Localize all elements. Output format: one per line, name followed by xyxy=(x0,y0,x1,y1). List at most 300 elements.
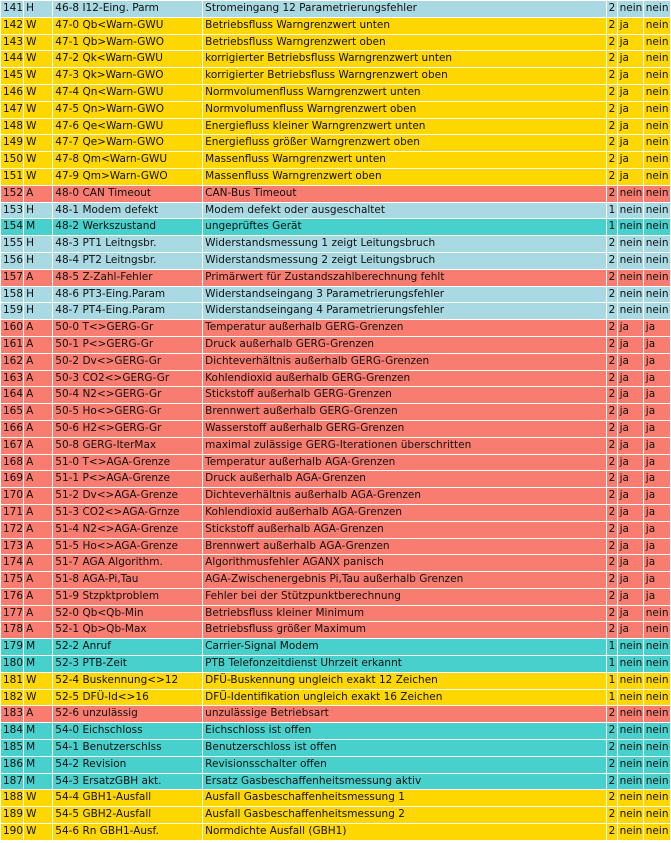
flag-a-cell: ja xyxy=(618,371,643,387)
message-description-cell: Carrier-Signal Modem xyxy=(203,639,605,655)
message-type-cell: H xyxy=(24,253,52,269)
table-row xyxy=(1,152,670,168)
priority-cell: 2 xyxy=(607,354,617,370)
message-description-cell: Eichschloss ist offen xyxy=(203,723,605,739)
table-row xyxy=(1,673,670,689)
message-description-cell: Druck außerhalb AGA-Grenzen xyxy=(203,471,605,487)
priority-cell: 2 xyxy=(607,253,617,269)
table-row xyxy=(1,471,670,487)
flag-b-cell: ja xyxy=(644,421,670,437)
flag-b-cell: ja xyxy=(644,505,670,521)
message-type-cell: A xyxy=(24,522,52,538)
message-code-cell: 50-2 Dv<>GERG-Gr xyxy=(53,354,202,370)
priority-cell: 2 xyxy=(607,589,617,605)
message-description-cell: Kohlendioxid außerhalb AGA-Grenzen xyxy=(203,505,605,521)
message-type-cell: A xyxy=(24,421,52,437)
row-number-cell: 148 xyxy=(1,119,23,135)
row-number-cell: 176 xyxy=(1,589,23,605)
row-number-cell: 170 xyxy=(1,488,23,504)
row-number-cell: 141 xyxy=(1,1,23,17)
message-code-cell: 48-4 PT2 Leitngsbr. xyxy=(53,253,202,269)
message-description-cell: Stromeingang 12 Parametrierungsfehler xyxy=(203,1,605,17)
flag-a-cell: nein xyxy=(618,253,643,269)
flag-b-cell: ja xyxy=(644,471,670,487)
row-number-cell: 174 xyxy=(1,555,23,571)
message-description-cell: Ausfall Gasbeschaffenheitsmessung 2 xyxy=(203,807,605,823)
flag-a-cell: nein xyxy=(618,706,643,722)
flag-a-cell: ja xyxy=(618,119,643,135)
flag-a-cell: nein xyxy=(618,790,643,806)
message-code-cell: 48-5 Z-Zahl-Fehler xyxy=(53,270,202,286)
table-row xyxy=(1,606,670,622)
table-row xyxy=(1,555,670,571)
message-type-cell: W xyxy=(24,790,52,806)
priority-cell: 2 xyxy=(607,51,617,67)
message-description-cell: Temperatur außerhalb GERG-Grenzen xyxy=(203,320,605,336)
table-row xyxy=(1,85,670,101)
message-type-cell: W xyxy=(24,169,52,185)
priority-cell: 1 xyxy=(607,639,617,655)
flag-b-cell: nein xyxy=(644,673,670,689)
table-row xyxy=(1,51,670,67)
message-type-cell: A xyxy=(24,404,52,420)
table-row xyxy=(1,219,670,235)
flag-b-cell: nein xyxy=(644,152,670,168)
priority-cell: 1 xyxy=(607,219,617,235)
message-description-cell: DFÜ-Identifikation ungleich exakt 16 Zeichen xyxy=(203,690,605,706)
message-code-cell: 47-2 Qk<Warn-GWU xyxy=(53,51,202,67)
flag-b-cell: nein xyxy=(644,774,670,790)
row-number-cell: 160 xyxy=(1,320,23,336)
message-description-cell: Energiefluss kleiner Warngrenzwert unten xyxy=(203,119,605,135)
flag-b-cell: ja xyxy=(644,572,670,588)
priority-cell: 2 xyxy=(607,471,617,487)
row-number-cell: 143 xyxy=(1,35,23,51)
message-type-cell: W xyxy=(24,824,52,840)
row-number-cell: 162 xyxy=(1,354,23,370)
message-code-cell: 48-0 CAN Timeout xyxy=(53,186,202,202)
message-code-cell: 51-0 T<>AGA-Grenze xyxy=(53,455,202,471)
priority-cell: 2 xyxy=(607,85,617,101)
flag-a-cell: ja xyxy=(618,51,643,67)
table-row xyxy=(1,404,670,420)
row-number-cell: 157 xyxy=(1,270,23,286)
flag-a-cell: nein xyxy=(618,303,643,319)
message-description-cell: AGA-Zwischenergebnis Pi,Tau außerhalb Grenzen xyxy=(203,572,605,588)
row-number-cell: 168 xyxy=(1,455,23,471)
message-code-cell: 50-5 Ho<>GERG-Gr xyxy=(53,404,202,420)
message-code-cell: 51-3 CO2<>AGA-Grnze xyxy=(53,505,202,521)
message-description-cell: Energiefluss größer Warngrenzwert oben xyxy=(203,135,605,151)
table-row xyxy=(1,1,670,17)
flag-a-cell: ja xyxy=(618,455,643,471)
row-number-cell: 158 xyxy=(1,287,23,303)
message-type-cell: H xyxy=(24,236,52,252)
message-description-cell: korrigierter Betriebsfluss Warngrenzwert unten xyxy=(203,51,605,67)
priority-cell: 2 xyxy=(607,824,617,840)
priority-cell: 2 xyxy=(607,102,617,118)
flag-b-cell: ja xyxy=(644,589,670,605)
message-type-cell: A xyxy=(24,438,52,454)
message-code-cell: 54-4 GBH1-Ausfall xyxy=(53,790,202,806)
priority-cell: 2 xyxy=(607,421,617,437)
message-code-cell: 54-2 Revision xyxy=(53,757,202,773)
flag-a-cell: nein xyxy=(618,287,643,303)
message-description-cell: Kohlendioxid außerhalb GERG-Grenzen xyxy=(203,371,605,387)
flag-b-cell: ja xyxy=(644,522,670,538)
message-type-cell: H xyxy=(24,303,52,319)
flag-b-cell: nein xyxy=(644,790,670,806)
row-number-cell: 150 xyxy=(1,152,23,168)
flag-b-cell: nein xyxy=(644,51,670,67)
row-number-cell: 175 xyxy=(1,572,23,588)
row-number-cell: 156 xyxy=(1,253,23,269)
priority-cell: 2 xyxy=(607,320,617,336)
flag-b-cell: ja xyxy=(644,488,670,504)
flag-b-cell: ja xyxy=(644,320,670,336)
flag-a-cell: nein xyxy=(618,757,643,773)
message-code-cell: 51-5 Ho<>AGA-Grenze xyxy=(53,539,202,555)
message-type-cell: H xyxy=(24,287,52,303)
priority-cell: 2 xyxy=(607,303,617,319)
table-body xyxy=(1,1,670,840)
row-number-cell: 161 xyxy=(1,337,23,353)
message-description-cell: Stickstoff außerhalb GERG-Grenzen xyxy=(203,387,605,403)
table-row xyxy=(1,270,670,286)
table-row xyxy=(1,539,670,555)
priority-cell: 2 xyxy=(607,236,617,252)
message-type-cell: W xyxy=(24,690,52,706)
row-number-cell: 152 xyxy=(1,186,23,202)
message-type-cell: A xyxy=(24,572,52,588)
priority-cell: 2 xyxy=(607,706,617,722)
flag-b-cell: ja xyxy=(644,555,670,571)
priority-cell: 1 xyxy=(607,690,617,706)
flag-b-cell: nein xyxy=(644,270,670,286)
row-number-cell: 180 xyxy=(1,656,23,672)
message-description-cell: Widerstandsmessung 1 zeigt Leitungsbruch xyxy=(203,236,605,252)
priority-cell: 2 xyxy=(607,119,617,135)
message-type-cell: W xyxy=(24,18,52,34)
flag-b-cell: nein xyxy=(644,102,670,118)
priority-cell: 2 xyxy=(607,757,617,773)
message-description-cell: Normvolumenfluss Warngrenzwert oben xyxy=(203,102,605,118)
table-row xyxy=(1,287,670,303)
flag-b-cell: nein xyxy=(644,85,670,101)
flag-a-cell: ja xyxy=(618,421,643,437)
priority-cell: 2 xyxy=(607,1,617,17)
priority-cell: 2 xyxy=(607,455,617,471)
message-type-cell: A xyxy=(24,606,52,622)
message-description-cell: Betriebsfluss Warngrenzwert oben xyxy=(203,35,605,51)
message-type-cell: W xyxy=(24,102,52,118)
table-row xyxy=(1,807,670,823)
message-code-cell: 54-0 Eichschloss xyxy=(53,723,202,739)
message-type-cell: A xyxy=(24,555,52,571)
message-description-cell: Stickstoff außerhalb AGA-Grenzen xyxy=(203,522,605,538)
flag-b-cell: nein xyxy=(644,824,670,840)
table-row xyxy=(1,135,670,151)
message-code-cell: 48-7 PT4-Eing.Param xyxy=(53,303,202,319)
message-code-cell: 50-4 N2<>GERG-Gr xyxy=(53,387,202,403)
row-number-cell: 167 xyxy=(1,438,23,454)
priority-cell: 2 xyxy=(607,505,617,521)
table-row xyxy=(1,303,670,319)
table-row xyxy=(1,354,670,370)
flag-b-cell: ja xyxy=(644,387,670,403)
flag-b-cell: nein xyxy=(644,287,670,303)
message-type-cell: W xyxy=(24,51,52,67)
row-number-cell: 183 xyxy=(1,706,23,722)
row-number-cell: 153 xyxy=(1,203,23,219)
message-code-cell: 52-3 PTB-Zeit xyxy=(53,656,202,672)
message-type-cell: W xyxy=(24,119,52,135)
flag-a-cell: nein xyxy=(618,740,643,756)
table-row xyxy=(1,320,670,336)
message-description-cell: Massenfluss Warngrenzwert oben xyxy=(203,169,605,185)
message-description-cell: Benutzerschloss ist offen xyxy=(203,740,605,756)
flag-a-cell: ja xyxy=(618,354,643,370)
message-code-cell: 47-1 Qb>Warn-GWO xyxy=(53,35,202,51)
row-number-cell: 190 xyxy=(1,824,23,840)
message-code-cell: 52-2 Anruf xyxy=(53,639,202,655)
flag-b-cell: nein xyxy=(644,639,670,655)
flag-a-cell: nein xyxy=(618,774,643,790)
message-description-cell: Modem defekt oder ausgeschaltet xyxy=(203,203,605,219)
flag-a-cell: ja xyxy=(618,606,643,622)
flag-b-cell: nein xyxy=(644,706,670,722)
flag-b-cell: nein xyxy=(644,135,670,151)
flag-b-cell: nein xyxy=(644,622,670,638)
table-row xyxy=(1,236,670,252)
message-type-cell: A xyxy=(24,387,52,403)
message-description-cell: Widerstandseingang 3 Parametrierungsfehler xyxy=(203,287,605,303)
flag-a-cell: ja xyxy=(618,471,643,487)
message-type-cell: A xyxy=(24,371,52,387)
flag-b-cell: nein xyxy=(644,35,670,51)
message-description-cell: Temperatur außerhalb AGA-Grenzen xyxy=(203,455,605,471)
priority-cell: 2 xyxy=(607,572,617,588)
message-type-cell: W xyxy=(24,35,52,51)
message-type-cell: A xyxy=(24,539,52,555)
table-row xyxy=(1,656,670,672)
flag-a-cell: ja xyxy=(618,320,643,336)
flag-a-cell: nein xyxy=(618,690,643,706)
table-row xyxy=(1,572,670,588)
row-number-cell: 182 xyxy=(1,690,23,706)
priority-cell: 2 xyxy=(607,287,617,303)
table-row xyxy=(1,639,670,655)
row-number-cell: 185 xyxy=(1,740,23,756)
flag-b-cell: nein xyxy=(644,219,670,235)
table-row xyxy=(1,488,670,504)
flag-a-cell: ja xyxy=(618,387,643,403)
flag-a-cell: nein xyxy=(618,673,643,689)
flag-b-cell: ja xyxy=(644,354,670,370)
row-number-cell: 164 xyxy=(1,387,23,403)
row-number-cell: 144 xyxy=(1,51,23,67)
message-code-cell: 47-5 Qn>Warn-GWO xyxy=(53,102,202,118)
message-code-cell: 51-8 AGA-Pi,Tau xyxy=(53,572,202,588)
message-description-cell: korrigierter Betriebsfluss Warngrenzwert oben xyxy=(203,68,605,84)
message-description-cell: Brennwert außerhalb AGA-Grenzen xyxy=(203,539,605,555)
priority-cell: 1 xyxy=(607,203,617,219)
message-code-cell: 52-1 Qb>Qb-Max xyxy=(53,622,202,638)
flag-a-cell: nein xyxy=(618,1,643,17)
priority-cell: 2 xyxy=(607,387,617,403)
table-row xyxy=(1,253,670,269)
flag-a-cell: nein xyxy=(618,186,643,202)
message-description-cell: Fehler bei der Stützpunktberechnung xyxy=(203,589,605,605)
message-type-cell: W xyxy=(24,135,52,151)
row-number-cell: 155 xyxy=(1,236,23,252)
message-description-cell: Massenfluss Warngrenzwert unten xyxy=(203,152,605,168)
table-row xyxy=(1,387,670,403)
flag-a-cell: nein xyxy=(618,656,643,672)
row-number-cell: 186 xyxy=(1,757,23,773)
row-number-cell: 151 xyxy=(1,169,23,185)
row-number-cell: 178 xyxy=(1,622,23,638)
flag-a-cell: nein xyxy=(618,639,643,655)
message-description-cell: Druck außerhalb GERG-Grenzen xyxy=(203,337,605,353)
message-type-cell: A xyxy=(24,320,52,336)
message-code-cell: 50-1 P<>GERG-Gr xyxy=(53,337,202,353)
table-row xyxy=(1,203,670,219)
message-description-cell: Normdichte Ausfall (GBH1) xyxy=(203,824,605,840)
message-code-cell: 50-6 H2<>GERG-Gr xyxy=(53,421,202,437)
table-row xyxy=(1,706,670,722)
message-type-cell: H xyxy=(24,203,52,219)
priority-cell: 2 xyxy=(607,169,617,185)
message-description-cell: Widerstandsmessung 2 zeigt Leitungsbruch xyxy=(203,253,605,269)
message-type-cell: M xyxy=(24,639,52,655)
message-code-cell: 54-1 Benutzerschlss xyxy=(53,740,202,756)
table-row xyxy=(1,455,670,471)
flag-b-cell: nein xyxy=(644,186,670,202)
flag-b-cell: nein xyxy=(644,1,670,17)
flag-a-cell: nein xyxy=(618,824,643,840)
message-code-cell: 50-3 CO2<>GERG-Gr xyxy=(53,371,202,387)
table-row xyxy=(1,18,670,34)
message-description-cell: Ausfall Gasbeschaffenheitsmessung 1 xyxy=(203,790,605,806)
flag-a-cell: ja xyxy=(618,589,643,605)
flag-a-cell: ja xyxy=(618,18,643,34)
row-number-cell: 188 xyxy=(1,790,23,806)
table-row xyxy=(1,169,670,185)
flag-b-cell: nein xyxy=(644,723,670,739)
priority-cell: 2 xyxy=(607,790,617,806)
flag-a-cell: nein xyxy=(618,236,643,252)
flag-b-cell: nein xyxy=(644,757,670,773)
flag-a-cell: ja xyxy=(618,337,643,353)
message-description-cell: Betriebsfluss größer Maximum xyxy=(203,622,605,638)
message-code-cell: 47-9 Qm>Warn-GWO xyxy=(53,169,202,185)
message-description-cell: Widerstandseingang 4 Parametrierungsfehler xyxy=(203,303,605,319)
message-type-cell: M xyxy=(24,740,52,756)
message-type-cell: A xyxy=(24,471,52,487)
message-code-cell: 52-0 Qb<Qb-Min xyxy=(53,606,202,622)
priority-cell: 2 xyxy=(607,723,617,739)
message-type-cell: A xyxy=(24,505,52,521)
message-code-cell: 50-0 T<>GERG-Gr xyxy=(53,320,202,336)
row-number-cell: 171 xyxy=(1,505,23,521)
priority-cell: 2 xyxy=(607,135,617,151)
message-type-cell: W xyxy=(24,673,52,689)
priority-cell: 1 xyxy=(607,656,617,672)
flag-a-cell: nein xyxy=(618,807,643,823)
row-number-cell: 184 xyxy=(1,723,23,739)
row-number-cell: 159 xyxy=(1,303,23,319)
message-description-cell: Dichteverhältnis außerhalb AGA-Grenzen xyxy=(203,488,605,504)
message-description-cell: Algorithmusfehler AGANX panisch xyxy=(203,555,605,571)
flag-b-cell: nein xyxy=(644,119,670,135)
priority-cell: 2 xyxy=(607,488,617,504)
priority-cell: 2 xyxy=(607,404,617,420)
flag-b-cell: ja xyxy=(644,455,670,471)
message-description-cell: Betriebsfluss Warngrenzwert unten xyxy=(203,18,605,34)
message-type-cell: M xyxy=(24,219,52,235)
flag-b-cell: ja xyxy=(644,539,670,555)
message-description-cell: PTB Telefonzeitdienst Uhrzeit erkannt xyxy=(203,656,605,672)
message-type-cell: A xyxy=(24,455,52,471)
table-row xyxy=(1,102,670,118)
table-row xyxy=(1,622,670,638)
flag-b-cell: nein xyxy=(644,253,670,269)
message-code-cell: 52-4 Buskennung<>12 xyxy=(53,673,202,689)
flag-a-cell: ja xyxy=(618,85,643,101)
message-type-cell: W xyxy=(24,85,52,101)
priority-cell: 2 xyxy=(607,152,617,168)
row-number-cell: 166 xyxy=(1,421,23,437)
flag-a-cell: ja xyxy=(618,438,643,454)
flag-b-cell: nein xyxy=(644,656,670,672)
row-number-cell: 169 xyxy=(1,471,23,487)
table-row xyxy=(1,723,670,739)
row-number-cell: 142 xyxy=(1,18,23,34)
flag-a-cell: nein xyxy=(618,203,643,219)
message-code-cell: 48-6 PT3-Eing.Param xyxy=(53,287,202,303)
message-code-cell: 54-5 GBH2-Ausfall xyxy=(53,807,202,823)
row-number-cell: 163 xyxy=(1,371,23,387)
priority-cell: 2 xyxy=(607,740,617,756)
message-type-cell: A xyxy=(24,354,52,370)
row-number-cell: 147 xyxy=(1,102,23,118)
table-row xyxy=(1,757,670,773)
table-row xyxy=(1,68,670,84)
priority-cell: 2 xyxy=(607,522,617,538)
message-description-cell: Dichteverhältnis außerhalb GERG-Grenzen xyxy=(203,354,605,370)
message-code-cell: 48-3 PT1 Leitngsbr. xyxy=(53,236,202,252)
row-number-cell: 189 xyxy=(1,807,23,823)
flag-b-cell: nein xyxy=(644,303,670,319)
flag-a-cell: ja xyxy=(618,102,643,118)
message-type-cell: A xyxy=(24,488,52,504)
flag-b-cell: ja xyxy=(644,371,670,387)
flag-b-cell: nein xyxy=(644,740,670,756)
priority-cell: 2 xyxy=(607,807,617,823)
table-row xyxy=(1,505,670,521)
message-description-cell: Ersatz Gasbeschaffenheitsmessung aktiv xyxy=(203,774,605,790)
flag-a-cell: ja xyxy=(618,68,643,84)
row-number-cell: 181 xyxy=(1,673,23,689)
flag-b-cell: nein xyxy=(644,236,670,252)
message-type-cell: W xyxy=(24,68,52,84)
message-code-cell: 48-2 Werkszustand xyxy=(53,219,202,235)
flag-b-cell: ja xyxy=(644,404,670,420)
flag-b-cell: nein xyxy=(644,807,670,823)
table-row xyxy=(1,119,670,135)
flag-b-cell: nein xyxy=(644,169,670,185)
